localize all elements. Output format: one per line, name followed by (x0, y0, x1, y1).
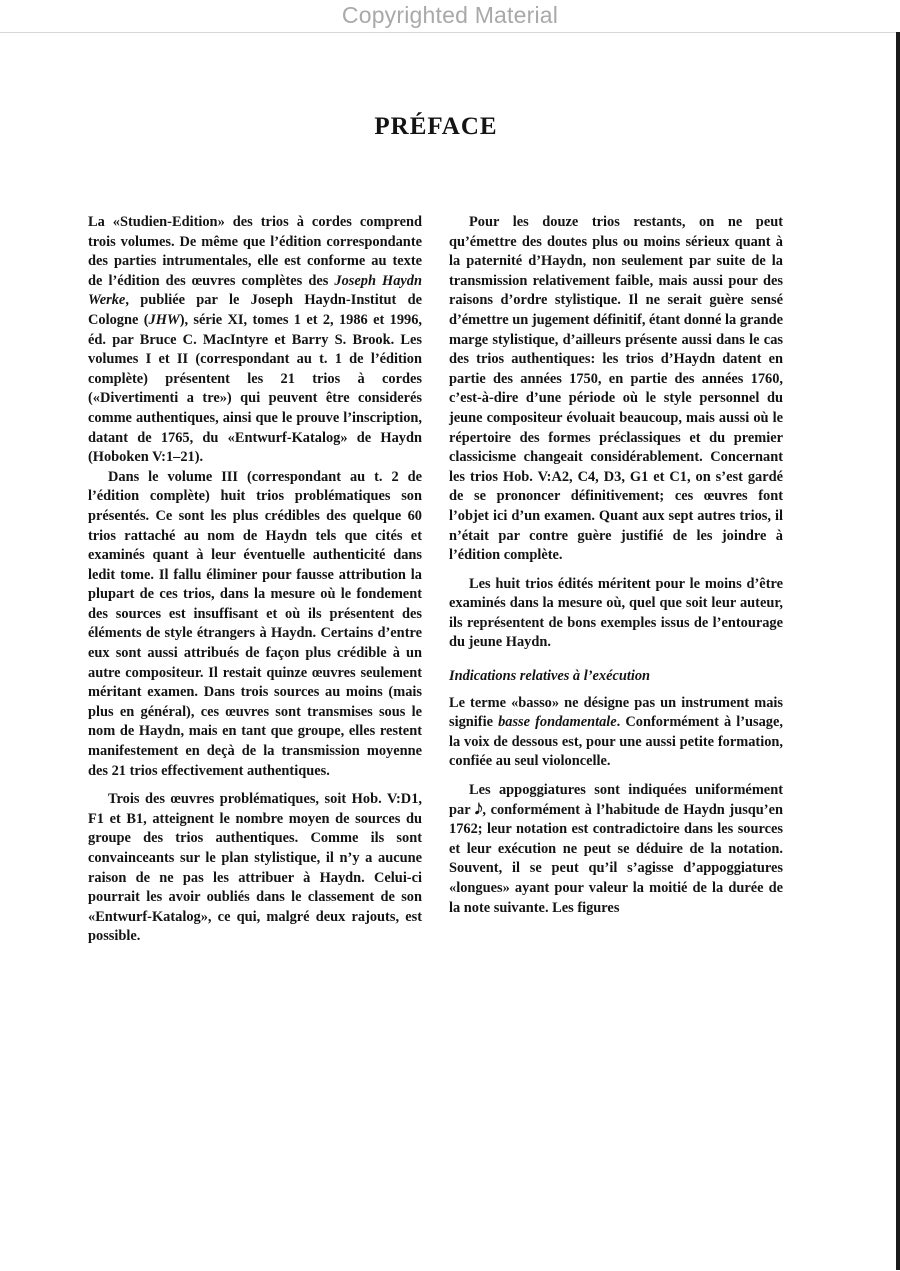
right-column (449, 213, 783, 918)
paragraph-volume-three: Dans le volume III (correspondant au t. 2 de l’édition complète) huit trios problématiques son présentés. Ce sont les plus crédibles des quelque 60 trios rattaché au nom de Haydn tels que cités et examinés quant à leur éventuelle authenticité dans ledit tome. Il fallu éliminer pour fausse attribution la plupart de ces trios, dans la mesure où le fondement des sources est insuffisant et où ils présentent des éléments de style étrangers à Haydn. Certains d’entre eux sont aussi attribués de façon plus crédible à un autre compositeur. Il restait quinze œuvres seulement méritant examen. Dans trois sources au moins (mais plus en général), ces œuvres sont transmises sous le nom de Haydn, mais en tant que groupe, elles restent manifestement en deçà de la transmission moyenne des 21 trios effectivement authentiques. (88, 468, 422, 779)
paragraph-problematic-works: Trois des œuvres problématiques, soit Hob. V:D1, F1 et B1, atteignent le nombre moyen de sources du groupe des trios authentiques. Comme ils sont convainceants sur le plan stylistique, il n’y a aucune raison de ne pas les attribuer à Haydn. Celui-ci pourrait les avoir oubliés dans le classement de son «Entwurf-Katalog», ce qui, malgré deux rajouts, est possible. (88, 791, 422, 945)
paragraph-basso (449, 694, 783, 772)
page-edge (896, 32, 900, 1270)
paragraph-intro (88, 213, 422, 468)
copyright-watermark: Copyrighted Material (341, 2, 559, 28)
text-run: Le terme «basso» ne désigne pas un instrument mais signifie (449, 694, 783, 731)
page-title: PRÉFACE (374, 113, 498, 140)
text-run: . Conformément à l’usage, la voix de dessous est, pour une aussi petite formation, confiée au seul violoncelle. (449, 714, 783, 770)
work-title: Joseph Haydn Werke (88, 272, 422, 309)
paragraph-edited-trios: Les huit trios édités méritent pour le moins d’être examinés dans la mesure où, quel que soit leur auteur, ils représentent de bons exemples issus de l’entourage du jeune Haydn. (449, 575, 783, 651)
paragraph-appoggiatures: Les appoggiatures sont indiquées uniformément par 𝅘𝅥𝅮, conformément à l’habitude de Haydn jusqu’en 1762; leur notation est contradictoire dans les sources et leur exécution ne peut se déduire de la notation. Souvent, il se peut qu’il s’agisse d’appoggiatures «longues» ayant pour valeur la moitié de la durée de la note suivante. Les figures (449, 782, 783, 916)
paragraph-remaining-trios: Pour les douze trios restants, on ne peut qu’émettre des doutes plus ou moins sérieux quant à la paternité d’Haydn, non seulement par suite de la transmission relativement faible, mais aussi pour des raisons d’ordre stylistique. Il ne serait guère sensé d’émettre un jugement définitif, étant donné la grande marge stylistique, d’ailleurs présente aussi dans le cas des trios authentiques: les trios d’Haydn datent en partie des années 1750, en partie des années 1760, c’est-à-dire d’une période où le style personnel du jeune compositeur évoluait beaucoup, mais aussi où le répertoire des formes préclassiques et du premier classicisme changeait considérablement. Concernant les trios Hob. V:A2, C4, D3, G1 et C1, on s’est gardé de se prononcer définitivement; ces œuvres font l’objet ici d’un examen. Quant aux sept autres trios, il n’était par contre guère justifié de les joindre à l’édition complète. (449, 214, 783, 564)
text-run: La «Studien-Edition» des trios à cordes comprend trois volumes. De même que l’édition correspondante des parties intrumentales, elle est conforme au texte de l’édition des œuvres complètes des (88, 214, 422, 289)
left-column (88, 213, 422, 947)
section-heading: Indications relatives à l’exécution (449, 668, 651, 685)
text-run: , publiée par le Joseph Haydn-Institut de Cologne ( (88, 292, 422, 328)
term-basse-fondamentale: basse fondamentale (498, 714, 617, 731)
abbreviation: JHW (148, 311, 180, 328)
text-run: ), série XI, tomes 1 et 2, 1986 et 1996, éd. par Bruce C. MacIntyre et Barry S. Brook. Les volumes I et II (correspondant au t. 1 de l’édition complète) présentent les 21 trios à cordes («Divertimenti a tre») qui peuvent être considerés comme authentiques, ainsi que le prouve l’inscription, datant de 1765, du «Entwurf-Katalog» de Haydn (Hoboken V:1–21). (88, 311, 423, 466)
